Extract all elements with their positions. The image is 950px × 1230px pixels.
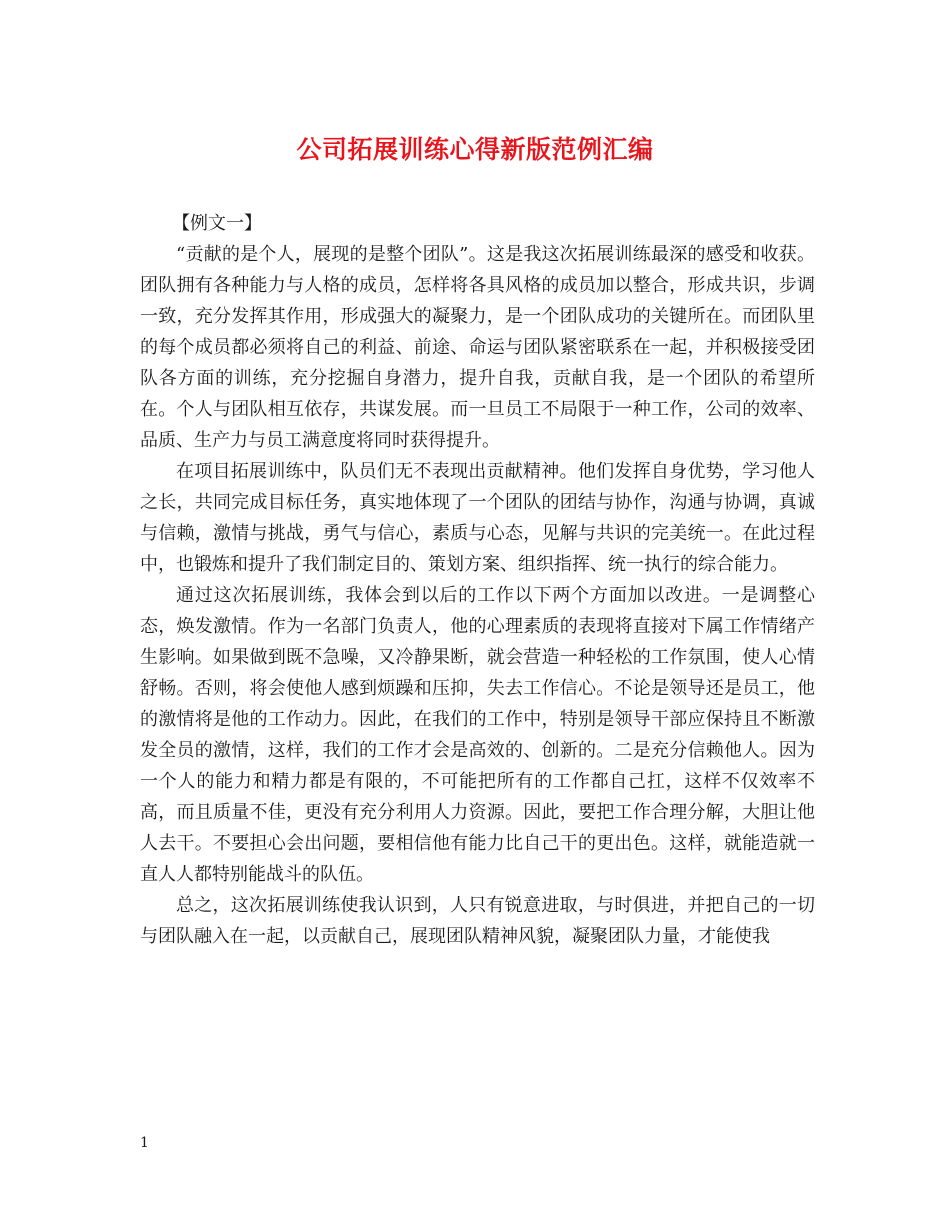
paragraph-2: 在项目拓展训练中，队员们无不表现出贡献精神。他们发挥自身优势，学习他人之长，共同完成目标任务，真实地体现了一个团队的团结与协作，沟通与协调，真诚与信赖，激情与挑战，勇气与信心，素质与心态，见解与共识的完美统一。在此过程中，也锻炼和提升了我们制定目的、策划方案、组织指挥、统一执行的综合能力。 <box>140 461 815 575</box>
paragraph-4: 总之，这次拓展训练使我认识到，人只有锐意进取，与时俱进，并把自己的一切与团队融入在一起，以贡献自己，展现团队精神风貌，凝聚团队力量，才能使我 <box>140 895 815 947</box>
document-title: 公司拓展训练心得新版范例汇编 <box>296 135 654 164</box>
paragraph-1: “贡献的是个人，展现的是整个团队”。这是我这次拓展训练最深的感受和收获。团队拥有各种能力与人格的成员，怎样将各具风格的成员加以整合，形成共识，步调一致，充分发挥其作用，形成强大的凝聚力，是一个团队成功的关键所在。而团队里的每个成员都必须将自己的利益、前途、命运与团队紧密联系在一起，并积极接受团队各方面的训练，充分挖掘自身潜力，提升自我，贡献自我，是一个团队的希望所在。个人与团队相互依存，共谋发展。而一旦员工不局限于一种工作，公司的效率、品质、生产力与员工满意度将同时获得提升。 <box>140 244 815 451</box>
paragraph-3: 通过这次拓展训练，我体会到以后的工作以下两个方面加以改进。一是调整心态，焕发激情。作为一名部门负责人，他的心理素质的表现将直接对下属工作情绪产生影响。如果做到既不急噪，又冷静果断，就会营造一种轻松的工作氛围，使人心情舒畅。否则，将会使他人感到烦躁和压抑，失去工作信心。不论是领导还是员工，他的激情将是他的工作动力。因此，在我们的工作中，特别是领导干部应保持且不断激发全员的激情，这样，我们的工作才会是高效的、创新的。二是充分信赖他人。因为一个人的能力和精力都是有限的，不可能把所有的工作都自己扛，这样不仅效率不高，而且质量不佳，更没有充分利用人力资源。因此，要把工作合理分解，大胆让他人去干。不要担心会出问题，要相信他有能力比自己干的更出色。这样，就能造就一直人人都特别能战斗的队伍。 <box>140 585 815 885</box>
section-label: 【例文一】 <box>172 213 262 234</box>
document-body <box>140 208 815 952</box>
page-number: 1 <box>140 1135 149 1151</box>
